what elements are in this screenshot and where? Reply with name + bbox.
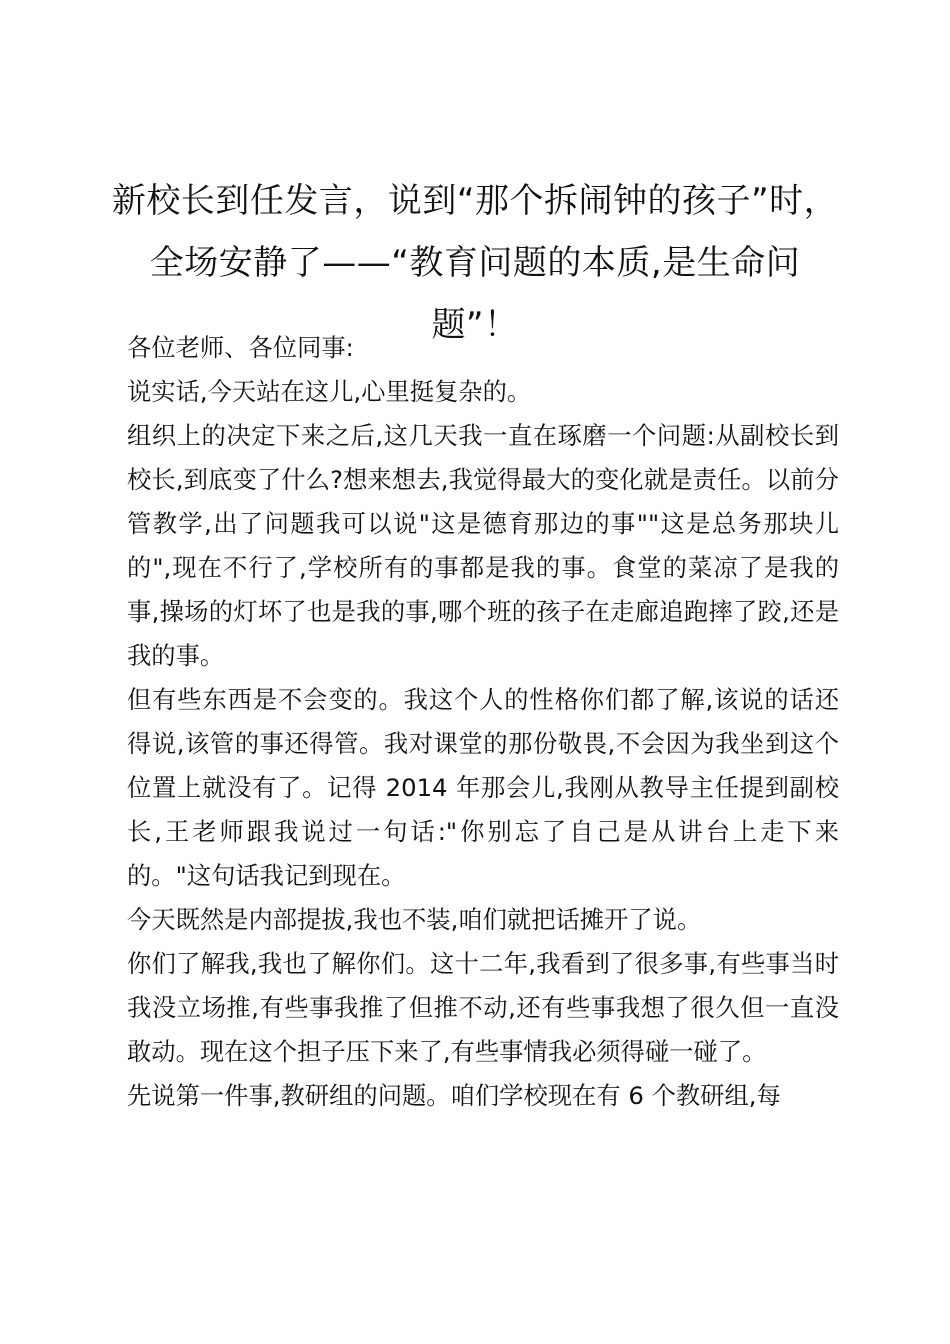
paragraph-responsibility: 组织上的决定下来之后,这几天我一直在琢磨一个问题:从副校长到校长,到底变了什么?想来想去,我觉得最大的变化就是责任。以前分管教学,出了问题我可以说"这是德育那边的事""这是总务那块儿的",现在不行了,学校所有的事都是我的事。食堂的菜凉了是我的事,操场的灯坏了也是我的事,哪个班的孩子在走廊追跑摔了跤,还是我的事。 — [127, 421, 839, 670]
paragraph-unchanged: 但有些东西是不会变的。我这个人的性格你们都了解,该说的话还得说,该管的事还得管。我对课堂的那份敬畏,不会因为我坐到这个位置上就没有了。记得 2014 年那会儿,我刚从教导主任提到副校长,王老师跟我说过一句话:"你别忘了自己是从讲台上走下来的。"这句话我记到现在。 — [127, 685, 839, 890]
paragraph-twelve-years: 你们了解我,我也了解你们。这十二年,我看到了很多事,有些事当时我没立场推,有些事我推了但推不动,还有些事我想了很久但一直没敢动。现在这个担子压下来了,有些事情我必须得碰一碰了。 — [127, 949, 839, 1066]
paragraph-opening: 说实话,今天站在这儿,心里挺复杂的。 — [127, 377, 532, 406]
paragraph-frank: 今天既然是内部提拔,我也不装,咱们就把话摊开了说。 — [127, 905, 702, 934]
paragraph-greeting: 各位老师、各位同事: — [127, 333, 354, 362]
article-title: 新校长到任发言，说到“那个拆闹钟的孩子”时，全场安静了——“教育问题的本质,是生命问题”！ — [111, 181, 839, 345]
paragraph-first-issue: 先说第一件事,教研组的问题。咱们学校现在有 6 个教研组,每 — [127, 1081, 781, 1110]
article-body — [127, 326, 839, 1118]
